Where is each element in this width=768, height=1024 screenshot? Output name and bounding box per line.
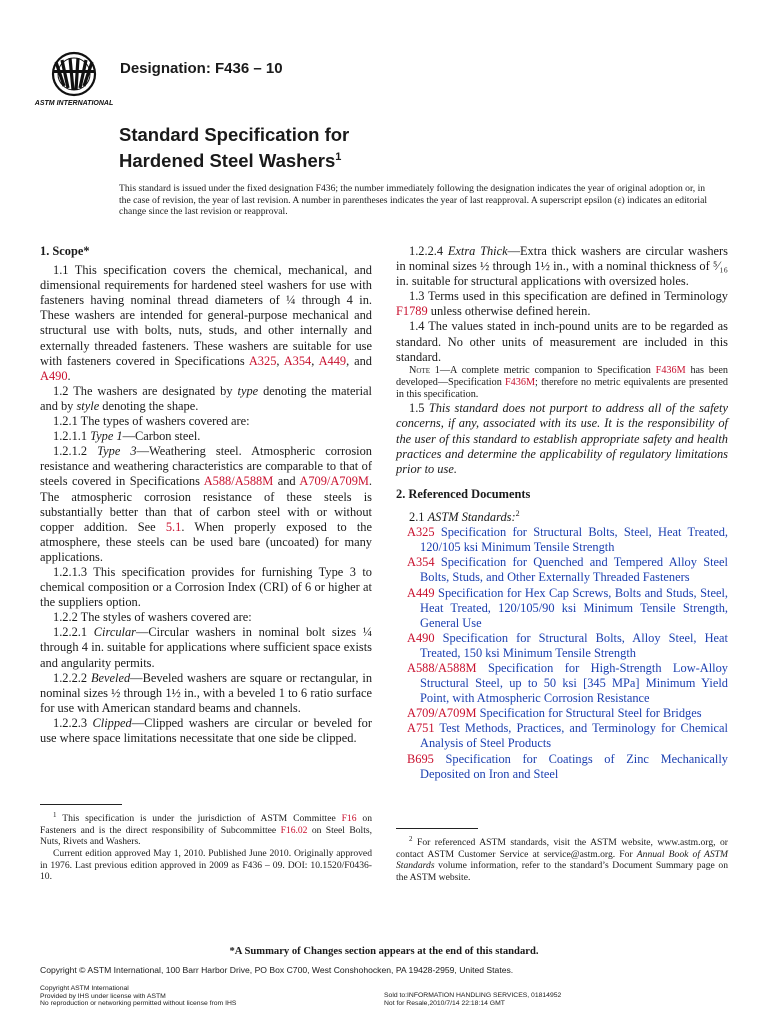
title-footnote-ref[interactable]: 1 bbox=[335, 151, 342, 163]
reference-code-link[interactable]: A449 bbox=[407, 585, 435, 600]
reference-item bbox=[396, 525, 728, 555]
summary-of-changes-note: *A Summary of Changes section appears at the end of this standard. bbox=[229, 946, 539, 957]
footnote-ref-2[interactable]: 2 bbox=[515, 508, 520, 518]
referenced-documents-heading: 2. Referenced Documents bbox=[396, 486, 531, 501]
reference-code-link[interactable]: A490 bbox=[407, 630, 435, 645]
para-1-3: 1.3 Terms used in this specification are defined in Terminology F1789 unless otherwise defined herein. bbox=[396, 289, 728, 319]
reference-code-link[interactable]: B695 bbox=[407, 751, 434, 766]
reference-title-link[interactable]: Specification for Coatings of Zinc Mechanically Deposited on Iron and Steel bbox=[420, 751, 728, 781]
title-line-2: Hardened Steel Washers$^1$ bbox=[119, 150, 342, 172]
reference-item bbox=[396, 706, 728, 721]
subcommittee-link-f1602[interactable]: F16.02 bbox=[280, 824, 308, 836]
para-1-2-1-1: 1.2.1.1 Type 1—Carbon steel. bbox=[53, 429, 201, 444]
right-column bbox=[396, 244, 728, 782]
reference-title-link[interactable]: Specification for Structural Bolts, Steel, Heat Treated, 120/105 ksi Minimum Tensile Strength bbox=[420, 525, 728, 555]
para-1-1: 1.1 This specification covers the chemical, mechanical, and dimensional requirements for hardened steel washers for use with fasteners having nominal thread diameters of ¼ through 4 in. These washers are intended for general-purpose mechanical and structural use with bolts, nuts, studs, and other internally and externally threaded fasteners. These washers are suitable for use with fasteners covered in Specifications A325, A354, A449, and A490. bbox=[40, 263, 372, 383]
reference-title-link[interactable]: Specification for Structural Steel for Bridges bbox=[476, 706, 702, 721]
ref-link-a490[interactable]: A490 bbox=[40, 368, 68, 383]
reference-code-link[interactable]: A354 bbox=[407, 555, 435, 570]
reference-code-link[interactable]: A325 bbox=[407, 525, 435, 540]
para-1-2-2-1: 1.2.2.1 Circular—Circular washers in nominal bolt sizes ¼ through 4 in. suitable for applications where sufficient space exists and angularity permits. bbox=[40, 625, 373, 670]
reference-item bbox=[396, 555, 728, 585]
para-2-1: 2.1 ASTM Standards:$^2$ bbox=[409, 508, 520, 525]
reference-title-link[interactable]: Specification for Quenched and Tempered Alloy Steel Bolts, Studs, and Other Externally Threaded Fasteners bbox=[420, 555, 728, 585]
section-link-5-1[interactable]: 5.1 bbox=[165, 519, 182, 534]
reference-code-link[interactable]: A588/A588M bbox=[407, 660, 477, 675]
para-1-2-1: 1.2.1 The types of washers covered are: bbox=[53, 414, 250, 429]
reference-item bbox=[396, 752, 728, 782]
committee-link-f16[interactable]: F16 bbox=[341, 813, 357, 825]
ref-link-a709[interactable]: A709/A709M bbox=[299, 474, 369, 489]
note-1: Note 1—A complete metric companion to Specification F436M has been developed—Specification F436M; therefore no metric equivalents are presented in this specification. bbox=[396, 364, 729, 401]
license-stamp-left: Copyright ASTM International Provided by IHS under license with ASTM No reproduction or networking permitted without license from IHS bbox=[40, 985, 237, 1008]
reference-title-link[interactable]: Specification for Structural Bolts, Alloy Steel, Heat Treated, 150 ksi Minimum Tensile Strength bbox=[420, 630, 728, 660]
reference-item bbox=[396, 631, 728, 661]
footnote-rule bbox=[40, 804, 122, 805]
reference-title-link[interactable]: Specification for Hex Cap Screws, Bolts and Studs, Steel, Heat Treated, 120/105/90 ksi Minimum Tensile Strength, General Use bbox=[420, 585, 728, 630]
para-1-2: 1.2 The washers are designated by type denoting the material and by style denoting the shape. bbox=[40, 383, 373, 413]
copyright-line: Copyright © ASTM International, 100 Barr Harbor Drive, PO Box C700, West Conshohocken, PA 19428-2959, United States. bbox=[40, 965, 514, 975]
reference-code-link[interactable]: A709/A709M bbox=[407, 706, 477, 721]
astm-logo bbox=[34, 50, 114, 110]
footnote-rule-2 bbox=[396, 828, 478, 829]
para-1-5: 1.5 This standard does not purport to address all of the safety concerns, if any, associated with its use. It is the responsibility of the user of this standard to establish appropriate safety and health practices and determine the applicability of regulatory limitations prior to use. bbox=[396, 401, 728, 476]
footnote-1: $^1$ This specification is under the jurisdiction of ASTM Committee F16 on Fasteners and is the direct responsibility of Subcommittee F16.02 on Steel Bolts, Nuts, Rivets and Washers. Current edition approved May 1, 2010. Published June 2010. Originally approved in 1976. Last previous edition approved in 2009 as F436 – 09. DOI: 10.1520/F0436-10. bbox=[40, 811, 373, 883]
para-1-2-2-2: 1.2.2.2 Beveled—Beveled washers are square or rectangular, in nominal sizes ½ through 1½ in., with a beveled 1 to 6 ratio surface for use with American standard beams and channels. bbox=[40, 670, 373, 715]
license-stamp-right: Sold to:INFORMATION HANDLING SERVICES, 01814952 Not for Resale,2010/7/14 22:18:14 GMT bbox=[384, 992, 562, 1007]
left-column bbox=[40, 244, 372, 746]
reference-code-link[interactable]: A751 bbox=[407, 721, 435, 736]
referenced-standards-list bbox=[396, 525, 728, 782]
para-1-2-2: 1.2.2 The styles of washers covered are: bbox=[53, 610, 252, 625]
scope-heading: 1. Scope* bbox=[40, 244, 90, 258]
reference-item bbox=[396, 721, 728, 751]
para-1-2-2-4: 1.2.2.4 Extra Thick—Extra thick washers are circular washers in nominal sizes ½ through 1½ in., with a nominal thickness of ⁵⁄₁₆ in. suitable for structural applications with oversized holes. bbox=[396, 244, 728, 289]
ref-link-a449[interactable]: A449 bbox=[318, 353, 347, 368]
para-1-2-1-2: 1.2.1.2 Type 3—Weathering steel. Atmospheric corrosion resistance and weathering characteristics are comparable to that of steels covered in Specifications A588/A588M and A709/A709M. The atmospheric corrosion resistance of these steels is substantially better than that of carbon steel with or without copper addition. See 5.1. When properly exposed to the atmosphere, these steels can be used bare (uncoated) for many applications. bbox=[40, 444, 373, 564]
ref-link-f436m-2[interactable]: F436M bbox=[505, 376, 536, 388]
logo-text: ASTM INTERNATIONAL bbox=[34, 100, 114, 107]
title-line-1: Standard Specification for bbox=[119, 124, 350, 145]
footnote-2: $^2$ For referenced ASTM standards, visit the ASTM website, www.astm.org, or contact ASTM Customer Service at service@astm.org. For Annual Book of ASTM Standards volume information, refer to the standard’s Document Summary page on the ASTM website. bbox=[396, 835, 728, 883]
para-1-4: 1.4 The values stated in inch-pound units are to be regarded as standard. No other units of measurement are included in this standard. bbox=[396, 319, 728, 364]
intro-text: This standard is issued under the fixed designation F436; the number immediately following the designation indicates the year of original adoption or, in the case of revision, the year of last revision. A number in parentheses indicates the year of last reapproval. A superscript epsilon (ε) indicates an editorial change since the last revision or reapproval. bbox=[119, 183, 707, 217]
ref-link-a325[interactable]: A325 bbox=[248, 353, 277, 368]
reference-title-link[interactable]: Test Methods, Practices, and Terminology for Chemical Analysis of Steel Products bbox=[420, 721, 728, 751]
ref-link-a588[interactable]: A588/A588M bbox=[203, 474, 274, 489]
ref-link-f1789[interactable]: F1789 bbox=[396, 304, 428, 319]
designation: Designation: F436 – 10 bbox=[120, 60, 283, 77]
page-title bbox=[119, 124, 349, 172]
reference-item bbox=[396, 586, 728, 631]
ref-link-f436m[interactable]: F436M bbox=[655, 364, 686, 376]
ref-link-a354[interactable]: A354 bbox=[283, 353, 312, 368]
para-1-2-2-3: 1.2.2.3 Clipped—Clipped washers are circular or beveled for use where space limitations necessitate that one side be clipped. bbox=[40, 715, 372, 745]
para-1-2-1-3: 1.2.1.3 This specification provides for furnishing Type 3 to chemical composition or a Corrosion Index (CRI) of 6 or higher at the suppliers option. bbox=[40, 564, 372, 610]
reference-item bbox=[396, 661, 728, 706]
reference-title-link[interactable]: Specification for High-Strength Low-Alloy Structural Steel, up to 50 ksi [345 MPa] Minimum Yield Point, with Atmospheric Corrosion Resistance bbox=[420, 660, 728, 706]
